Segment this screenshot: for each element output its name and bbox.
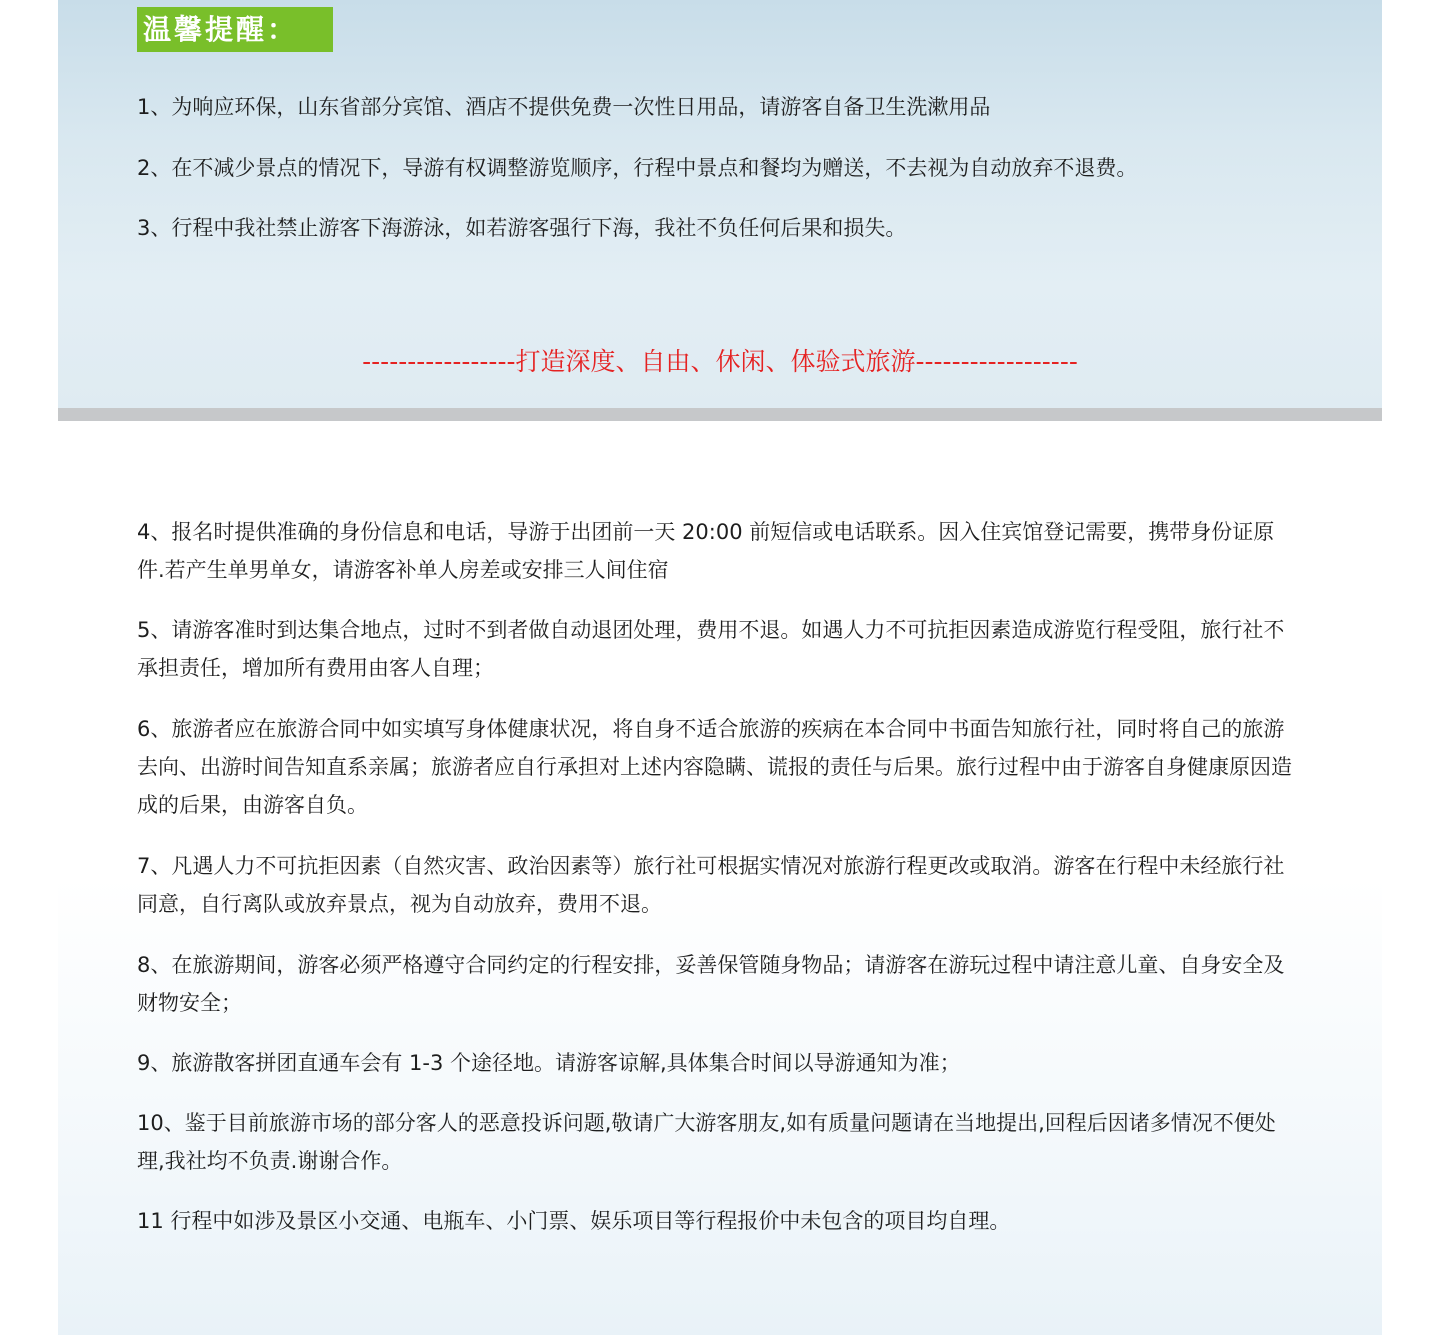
reminder-title: 温馨提醒： bbox=[137, 7, 333, 52]
note-item-4: 4、报名时提供准确的身份信息和电话，导游于出团前一天 20:00 前短信或电话联系。因入住宾馆登记需要，携带身份证原件.若产生单男单女，请游客补单人房差或安排三人间住宿 bbox=[137, 520, 1275, 582]
note-item-9: 9、旅游散客拼团直通车会有 1-3 个途径地。请游客谅解,具体集合时间以导游通知为准； bbox=[137, 1051, 961, 1075]
reminder-item-1: 1、为响应环保，山东省部分宾馆、酒店不提供免费一次性日用品，请游客自备卫生洗漱用品 bbox=[137, 95, 991, 119]
note-item-5: 5、请游客准时到达集合地点，过时不到者做自动退团处理，费用不退。如遇人力不可抗拒因素造成游览行程受阻，旅行社不承担责任，增加所有费用由客人自理； bbox=[137, 618, 1285, 680]
slogan: -----------------打造深度、自由、休闲、体验式旅游------------------ bbox=[362, 347, 1078, 376]
note-item-8: 8、在旅游期间，游客必须严格遵守合同约定的行程安排，妥善保管随身物品；请游客在游玩过程中请注意儿童、自身安全及财物安全； bbox=[137, 953, 1285, 1015]
reminder-item-3: 3、行程中我社禁止游客下海游泳，如若游客强行下海，我社不负任何后果和损失。 bbox=[137, 216, 907, 240]
reminder-item-2: 2、在不减少景点的情况下，导游有权调整游览顺序，行程中景点和餐均为赠送，不去视为自动放弃不退费。 bbox=[137, 156, 1138, 180]
note-item-11: 11 行程中如涉及景区小交通、电瓶车、小门票、娱乐项目等行程报价中未包含的项目均自理。 bbox=[137, 1209, 1011, 1233]
note-item-10: 10、鉴于目前旅游市场的部分客人的恶意投诉问题,敬请广大游客朋友,如有质量问题请在当地提出,回程后因诸多情况不便处理,我社均不负责.谢谢合作。 bbox=[137, 1111, 1276, 1173]
note-item-6: 6、旅游者应在旅游合同中如实填写身体健康状况，将自身不适合旅游的疾病在本合同中书面告知旅行社，同时将自己的旅游去向、出游时间告知直系亲属；旅游者应自行承担对上述内容隐瞒、谎报的责任与后果。旅行过程中由于游客自身健康原因造成的后果，由游客自负。 bbox=[137, 717, 1292, 817]
note-item-7: 7、凡遇人力不可抗拒因素（自然灾害、政治因素等）旅行社可根据实情况对旅游行程更改或取消。游客在行程中未经旅行社同意，自行离队或放弃景点，视为自动放弃，费用不退。 bbox=[137, 854, 1285, 916]
section-divider bbox=[58, 408, 1382, 421]
